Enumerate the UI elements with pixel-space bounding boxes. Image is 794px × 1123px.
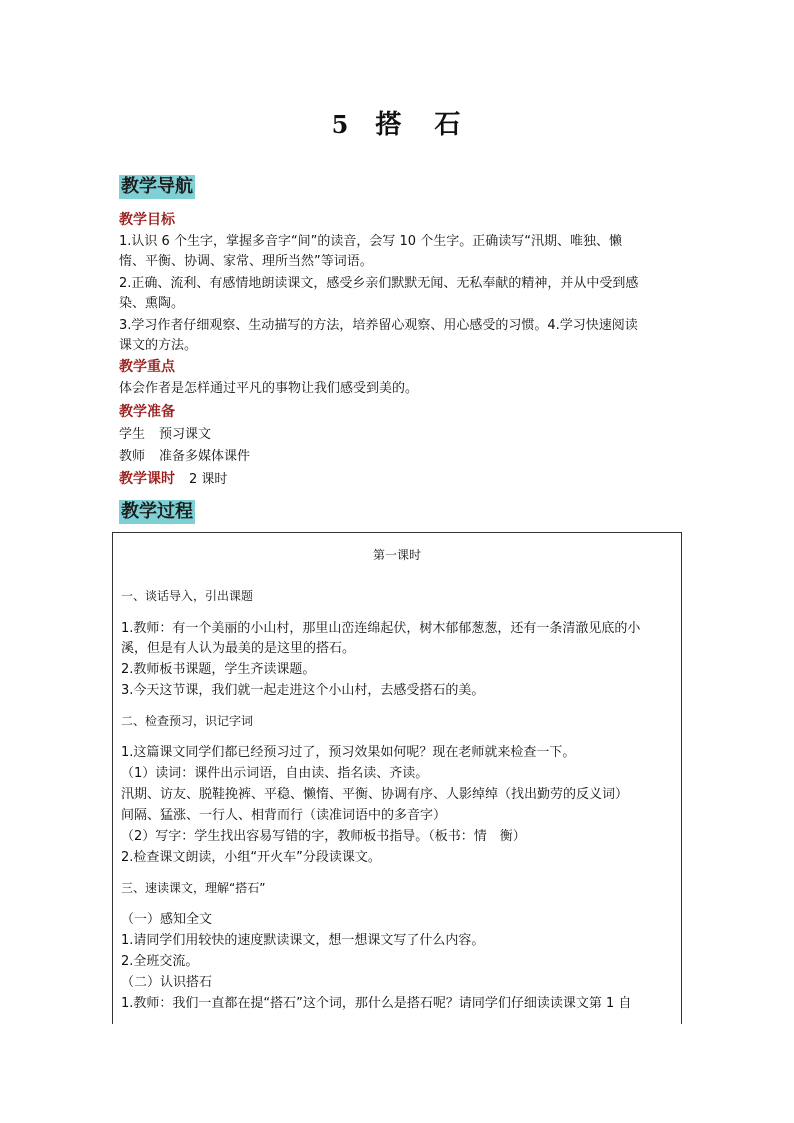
title-char-1: 搭	[375, 110, 404, 140]
prep-teacher-label: 教师	[119, 449, 146, 464]
section-1-line: 1.教师：有一个美丽的小山村，那里山峦连绵起伏，树木郁郁葱葱，还有一条清澈见底的小	[121, 621, 641, 636]
prep-student	[119, 425, 211, 445]
section-1-line: 溪，但是有人认为最美的是这里的搭石。	[121, 641, 356, 656]
title-char-2: 石	[434, 110, 463, 140]
goals-line: 课文的方法。	[119, 338, 198, 353]
page-title	[0, 104, 794, 141]
prep-teacher-text: 准备多媒体课件	[159, 449, 251, 464]
section-3-title: 三、速读课文，理解“搭石”	[121, 881, 266, 895]
focus-heading: 教学重点	[119, 359, 175, 375]
goals-line: 2.正确、流利、有感情地朗读课文，感受乡亲们默默无闻、无私奉献的精神，并从中受到感	[119, 276, 639, 291]
process-heading: 教学过程	[121, 501, 193, 522]
section-2-line: 2.检查课文朗读，小组“开火车”分段读课文。	[121, 850, 381, 865]
section-1-line: 2.教师板书课题，学生齐读课题。	[121, 662, 316, 677]
section-2-line: （2）写字：学生找出容易写错的字，教师板书指导。（板书：情 衡）	[121, 829, 526, 844]
section-3-line: （一）感知全文	[121, 912, 213, 927]
section-3-line: 1.请同学们用较快的速度默读课文，想一想课文写了什么内容。	[121, 933, 485, 948]
hours-row	[119, 469, 227, 490]
section-2-line: 1.这篇课文同学们都已经预习过了，预习效果如何呢？现在老师就来检查一下。	[121, 745, 576, 760]
goals-line: 3.学习作者仔细观察、生动描写的方法，培养留心观察、用心感受的习惯。4.学习快速阅读	[119, 318, 638, 333]
process-box	[112, 532, 682, 1024]
nav-heading: 教学导航	[121, 176, 193, 197]
hours-heading: 教学课时	[119, 471, 175, 487]
prep-student-label: 学生	[119, 427, 146, 442]
section-2-line: 汛期、访友、脱鞋挽裤、平稳、懒惰、平衡、协调有序、人影绰绰（找出勤劳的反义词）	[121, 787, 629, 802]
hours-text: 2 课时	[189, 472, 228, 487]
section-2-title: 二、检查预习，识记字词	[121, 714, 254, 728]
prep-student-text: 预习课文	[159, 427, 212, 442]
section-1-title: 一、谈话导入，引出课题	[121, 589, 254, 603]
section-2-line: 间隔、猛涨、一行人、相背而行（读准词语中的多音字）	[121, 808, 447, 823]
section-1-line: 3.今天这节课，我们就一起走进这个小山村，去感受搭石的美。	[121, 683, 485, 698]
goals-line: 染、熏陶。	[119, 296, 185, 311]
prep-teacher	[119, 447, 250, 467]
section-3-line: 2.全班交流。	[121, 954, 199, 969]
section-3-line: 1.教师：我们一直都在提“搭石”这个词，那什么是搭石呢？请同学们仔细读读课文第 1 自	[121, 996, 632, 1011]
goals-line: 惰、平衡、协调、家常、理所当然”等词语。	[119, 254, 373, 269]
focus-text: 体会作者是怎样通过平凡的事物让我们感受到美的。	[119, 381, 419, 396]
lesson-number: 5	[331, 110, 351, 139]
section-3-line: （二）认识搭石	[121, 975, 213, 990]
goals-line: 1.认识 6 个生字，掌握多音字“间”的读音，会写 10 个生字。正确读写“汛期、唯独、懒	[119, 234, 622, 249]
prep-heading: 教学准备	[119, 404, 175, 420]
lesson-title: 第一课时	[372, 548, 421, 562]
section-2-line: （1）读词：课件出示词语，自由读、指名读、齐读。	[121, 766, 429, 781]
goals-heading: 教学目标	[119, 212, 175, 228]
